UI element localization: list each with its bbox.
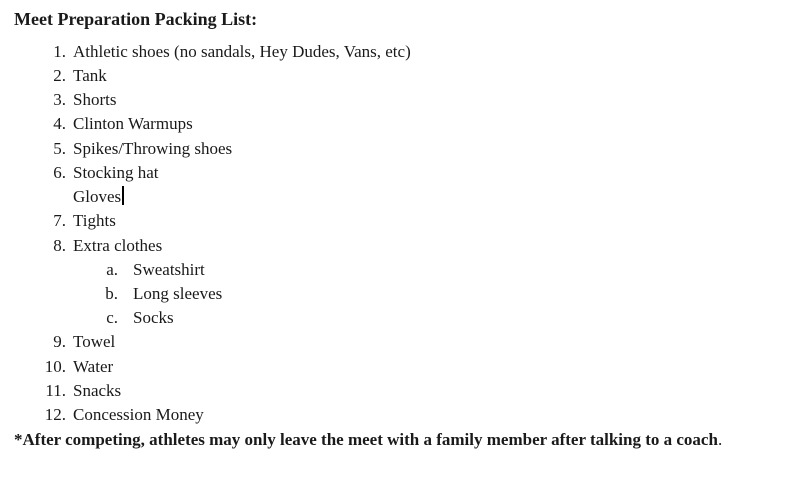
item-number: 6. <box>53 163 66 182</box>
sub-item-text: Long sleeves <box>133 284 223 303</box>
item-text: Concession Money <box>73 405 204 424</box>
item-number: 12. <box>44 405 66 424</box>
item-number: 2. <box>53 66 66 85</box>
item-number: 3. <box>53 90 66 109</box>
item-text: Clinton Warmups <box>73 114 193 133</box>
footer-note-bold: *After competing, athletes may only leave the meet with a family member after talking to a coach <box>14 430 718 449</box>
sub-item-text: Socks <box>133 308 174 327</box>
sub-item-letter: a. <box>106 260 118 279</box>
item-number: 7. <box>53 211 66 230</box>
item-text: Water <box>73 357 114 376</box>
item-number: 1. <box>53 42 66 61</box>
item-text: Gloves <box>73 187 122 206</box>
item-number: 8. <box>53 236 66 255</box>
item-text: Towel <box>73 332 116 351</box>
item-number: 9. <box>53 332 66 351</box>
list-title: Meet Preparation Packing List: <box>14 9 258 29</box>
footer-note-period: . <box>717 430 723 449</box>
footer-note[interactable] <box>14 428 722 452</box>
item-text: Spikes/Throwing shoes <box>73 139 233 158</box>
item-text: Stocking hat <box>73 163 159 182</box>
sub-item-letter: b. <box>105 284 118 303</box>
sub-item-letter: c. <box>106 308 118 327</box>
item-text: Tights <box>73 211 116 230</box>
item-text: Extra clothes <box>73 236 163 255</box>
item-text: Athletic shoes (no sandals, Hey Dudes, Vans, etc) <box>73 42 411 61</box>
item-number: 5. <box>53 139 66 158</box>
item-number: 11. <box>45 381 66 400</box>
item-number: 10. <box>44 357 66 376</box>
sub-item-text: Sweatshirt <box>133 260 205 279</box>
item-text-with-cursor <box>73 185 124 209</box>
item-text: Shorts <box>73 90 117 109</box>
text-cursor <box>122 186 124 205</box>
item-text: Tank <box>73 66 107 85</box>
item-text: Snacks <box>73 381 122 400</box>
item-number: 4. <box>53 114 66 133</box>
